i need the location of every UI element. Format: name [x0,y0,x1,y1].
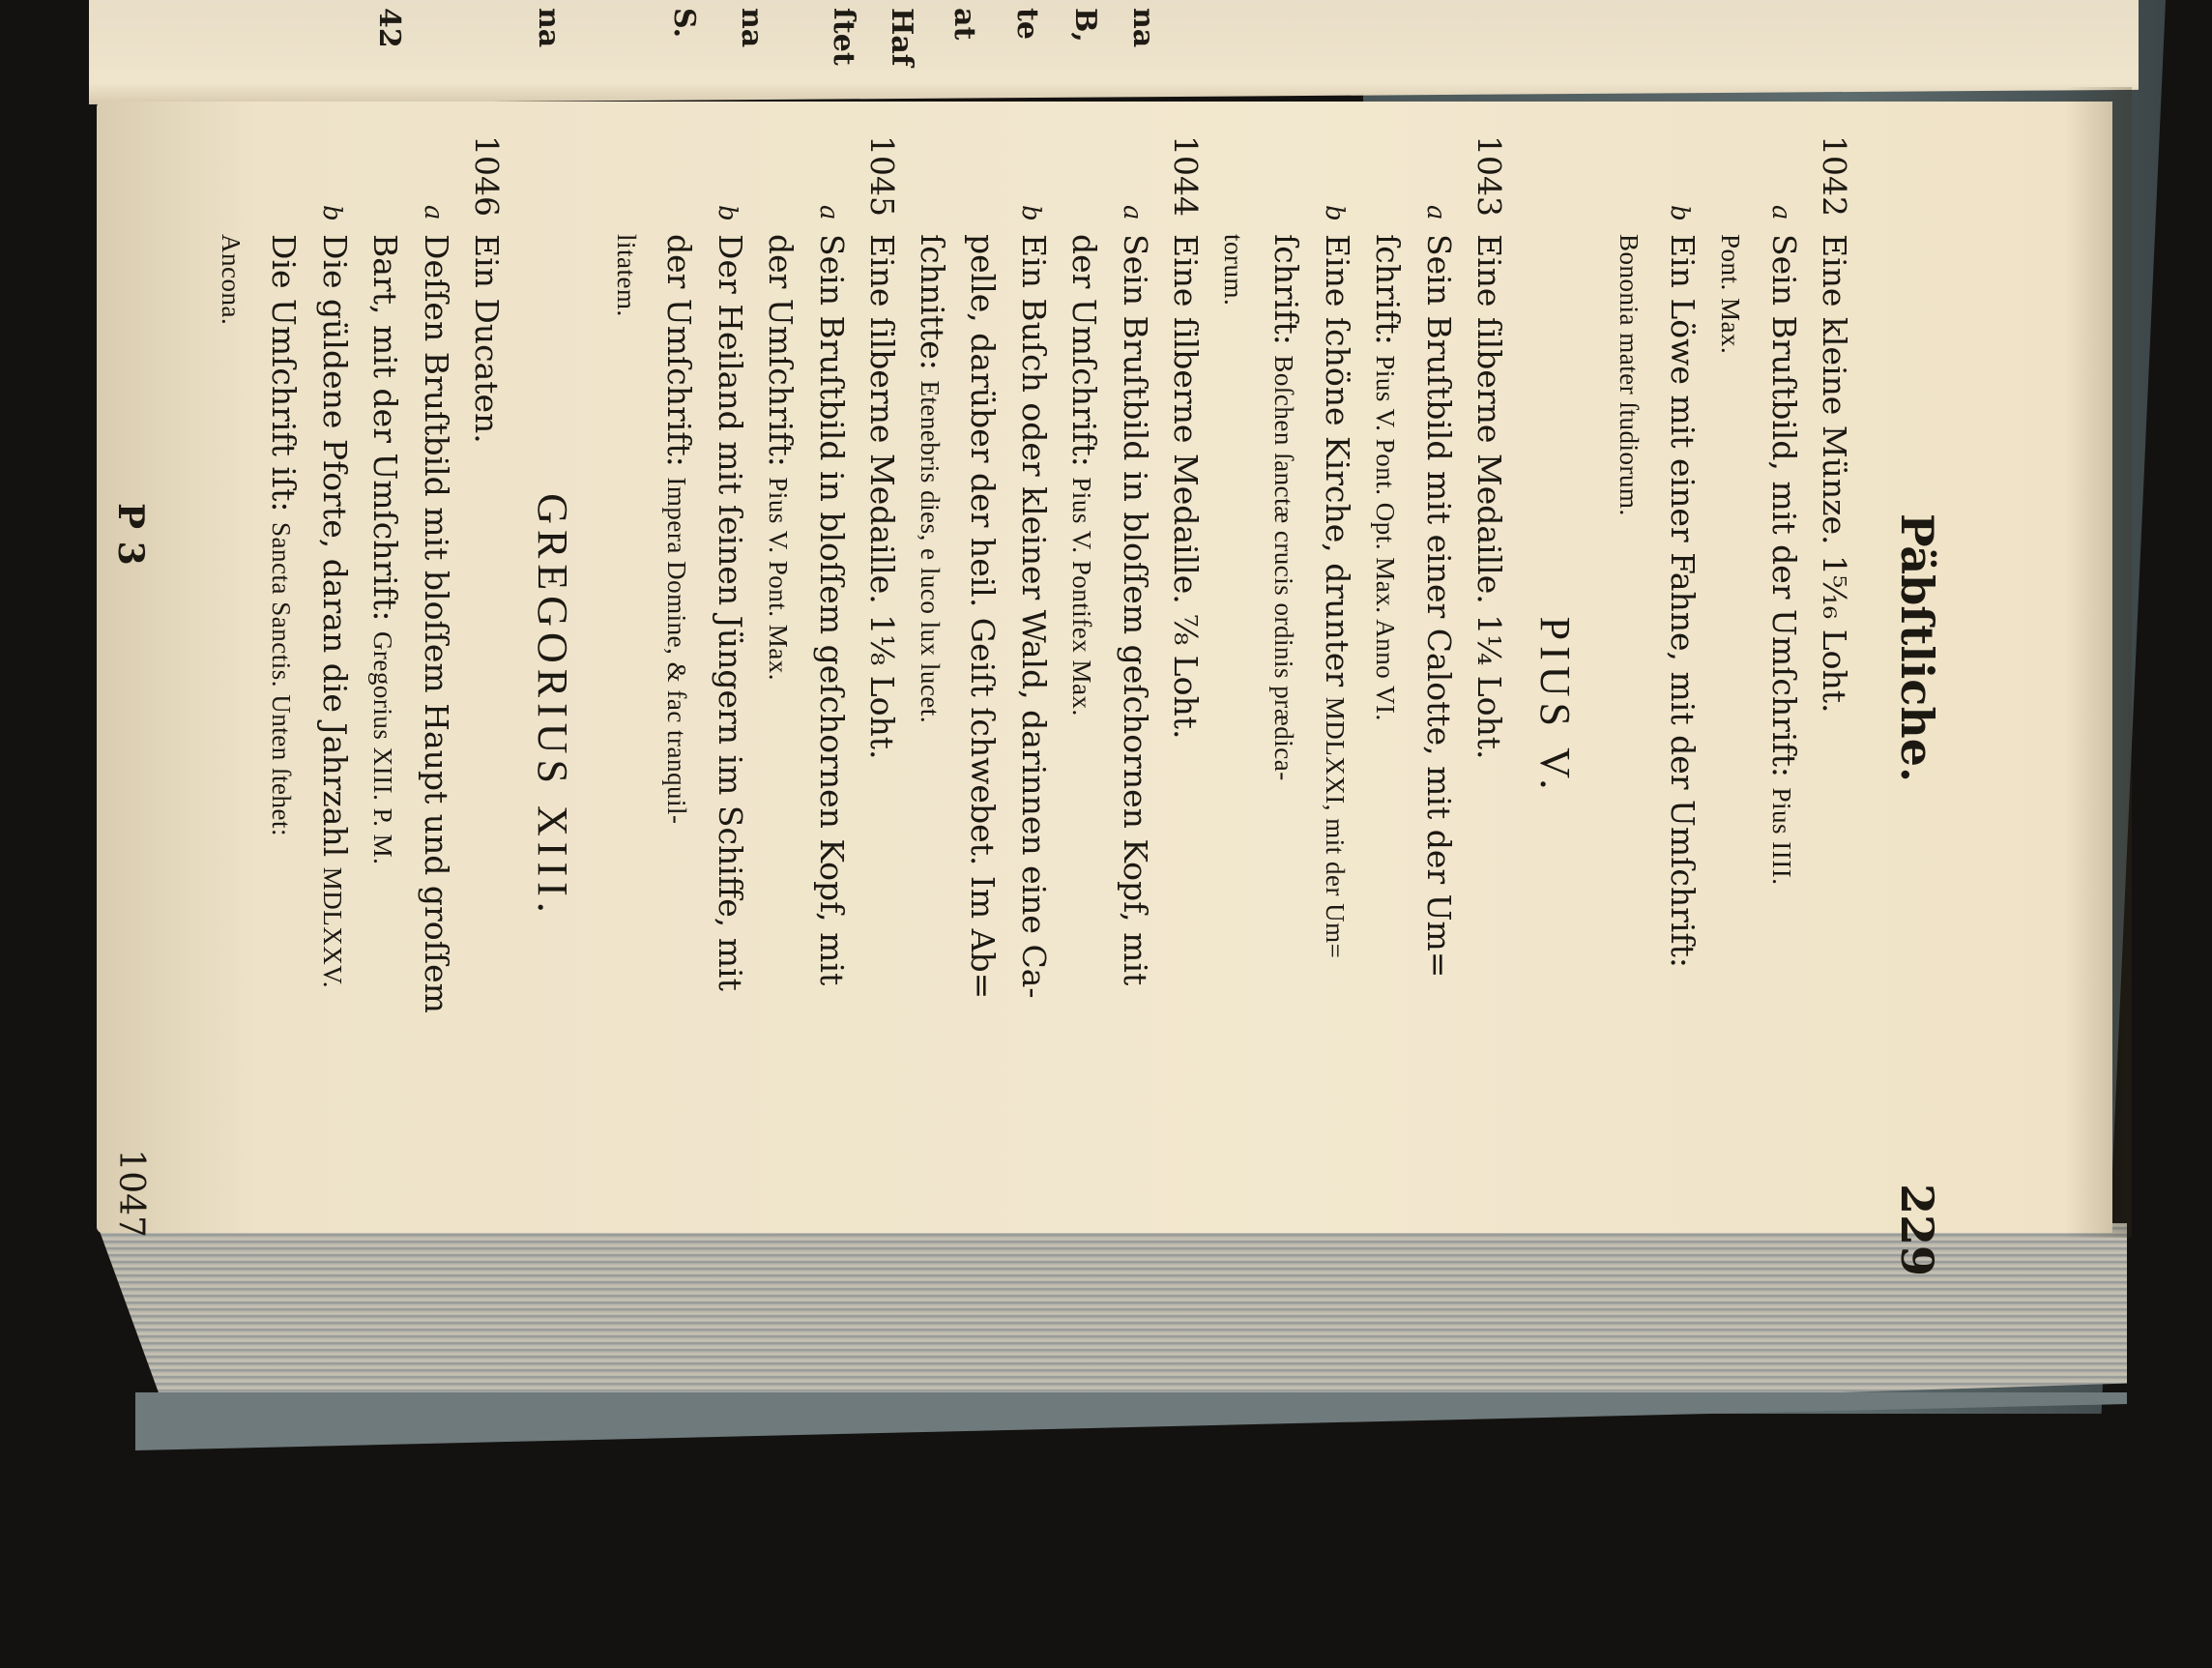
latin-inscription: Ancona. [217,234,246,326]
text-line [856,135,906,1276]
text-line [1361,135,1412,1276]
side-label: b [713,205,742,221]
facing-text-fragment: ſtet [827,8,860,66]
text-line [1412,135,1463,1276]
text-line [359,135,409,1276]
page-edges-shadow [135,1392,2127,1450]
text-line [1310,135,1361,1276]
german-text: Eine ſilberne Medaille. ⁷⁄₈ Loht. [1167,234,1205,740]
section-title-pius-v: PIUS V. [1531,616,1579,796]
entry-list [602,135,1513,1276]
side-label: a [419,205,448,220]
latin-inscription: Pius V. Pont. Opt. Max. Anno VI. [1371,355,1400,721]
german-text: ſchrift: [1369,234,1407,345]
side-label: b [1016,205,1045,221]
latin-inscription: Pius V. Pontifex Max. [1067,477,1096,717]
facing-text-fragment: at [947,8,981,41]
text-line [906,135,956,1276]
page-number: 229 [1891,1183,1943,1276]
latin-inscription: MDLXXV. [318,866,347,988]
facing-text-fragment: 42 [372,8,406,48]
side-label: b [317,205,346,221]
german-text: Sein Bruſtbild in bloſſem geſchornen Kopf, mit [1117,234,1154,986]
latin-inscription: Pius V. Pont. Max. [764,477,793,681]
latin-inscription: litatem. [612,234,641,317]
german-text: der Umſchrift: [762,234,800,467]
latin-inscription: Pius IIII. [1767,787,1796,886]
text-line [602,135,653,1276]
german-text: Eine ſilberne Medaille. 1⅛ Loht. [863,234,901,760]
latin-inscription: Boſchen ſanctæ crucis ordinis prædica- [1269,355,1298,781]
facing-text-fragment: na [532,8,566,48]
text-line [1209,135,1260,1276]
section-title-gregorius-xiii: GREGORIUS XIII. [529,493,576,919]
page-header [1876,135,1943,1276]
latin-inscription: torum. [1219,234,1248,307]
text-line [1006,135,1058,1276]
facing-text-fragment: te [1010,8,1044,40]
german-text: Eine ſilberne Medaille. 1¼ Loht. [1470,234,1508,760]
latin-inscription: Pont. Max. [1716,234,1745,355]
text-line [1108,135,1159,1276]
german-text: Bart, mit der Umſchrift: [366,234,404,622]
text-line [409,135,460,1276]
text-line [207,135,257,1276]
german-text: Ein Buſch oder kleiner Wald, darinnen eine Ca- [1015,234,1053,999]
entry-number: 1042 [1816,135,1853,217]
entry-number: 1044 [1167,135,1205,217]
german-text: Sein Bruſtbild, mit der Umſchrift: [1765,234,1803,778]
german-text: Sein Bruſtbild in bloſſem geſchornen Kopf, mit [813,234,851,986]
german-text: Sein Bruſtbild mit einer Calotte, mit der Um= [1420,234,1458,979]
facing-page-text [77,8,1237,95]
latin-inscription: MDLXXI, mit der Um= [1321,696,1350,959]
signature-mark: P 3 [110,503,151,566]
facing-text-fragment: B, [1068,8,1102,43]
text-line [754,135,804,1276]
text-line [703,135,754,1276]
german-text: Eine kleine Münze. 1⁵⁄₁₆ Loht. [1816,234,1853,714]
latin-inscription: Sancta Sanctis. Unten ſtehet: [267,522,296,836]
text-line [307,135,359,1276]
catchword: 1047 [111,1149,151,1238]
latin-inscription: Etenebris dies, e luco lux lucet. [916,380,945,724]
text-line [1260,135,1310,1276]
entry-number: 1045 [863,135,901,217]
german-text: Die güldene Pforte, daran die Jahrzahl [316,234,354,858]
entry-list [1605,135,1858,1276]
german-text: Die Umſchrift iſt: [265,234,303,512]
latin-inscription: Gregorius XIII. P. M. [368,630,397,865]
entry-number: 1043 [1470,135,1508,217]
text-line [804,135,856,1276]
facing-text-fragment: na [735,8,769,48]
german-text: Der Heiland mit ſeinen Jüngern im Schiffe, mit [712,234,749,991]
page-footer [93,135,151,1276]
text-line [956,135,1006,1276]
german-text: Eine ſchöne Kirche, drunter [1319,234,1356,688]
text-line [1605,135,1655,1276]
page-content [110,135,1943,1276]
side-label: b [1320,205,1349,221]
text-line [1706,135,1757,1276]
side-label: a [1118,205,1147,220]
german-text: Ein Löwe mit einer Fahne, mit der Umſchrift: [1664,234,1702,968]
facing-text-fragment: na [1126,8,1160,48]
text-line [1159,135,1209,1276]
german-text: Deſſen Bruſtbild mit bloſſem Haupt und groſſem [418,234,455,1013]
side-label: a [814,205,843,220]
facing-text-fragment: Haf [885,8,918,67]
text-line [1808,135,1858,1276]
text-line [1058,135,1108,1276]
german-text: ſchrift: [1267,234,1305,345]
entry-number: 1046 [468,135,506,217]
text-line [653,135,703,1276]
german-text: der Umſchrift: [660,234,698,467]
german-text: der Umſchrift: [1065,234,1103,467]
latin-inscription: Bononia mater ſtudiorum. [1615,234,1644,516]
side-label: a [1766,205,1795,220]
text-line [460,135,510,1276]
spine-shadow [2064,87,2132,1238]
facing-text-fragment: S. [667,8,701,39]
text-line [1463,135,1513,1276]
latin-inscription: Impera Domine, & fac tranquil- [662,477,691,825]
entry-list [207,135,510,1276]
text-line [257,135,307,1276]
side-label: a [1421,205,1450,220]
german-text: Ein Ducaten. [468,234,506,444]
text-line [1757,135,1808,1276]
text-line [1655,135,1706,1276]
running-title: Päbſtliche. [1891,512,1943,783]
side-label: b [1665,205,1694,221]
german-text: pelle, darüber der heil. Geiſt ſchwebet. Im Ab= [964,234,1002,1000]
german-text: ſchnitte: [914,234,951,370]
